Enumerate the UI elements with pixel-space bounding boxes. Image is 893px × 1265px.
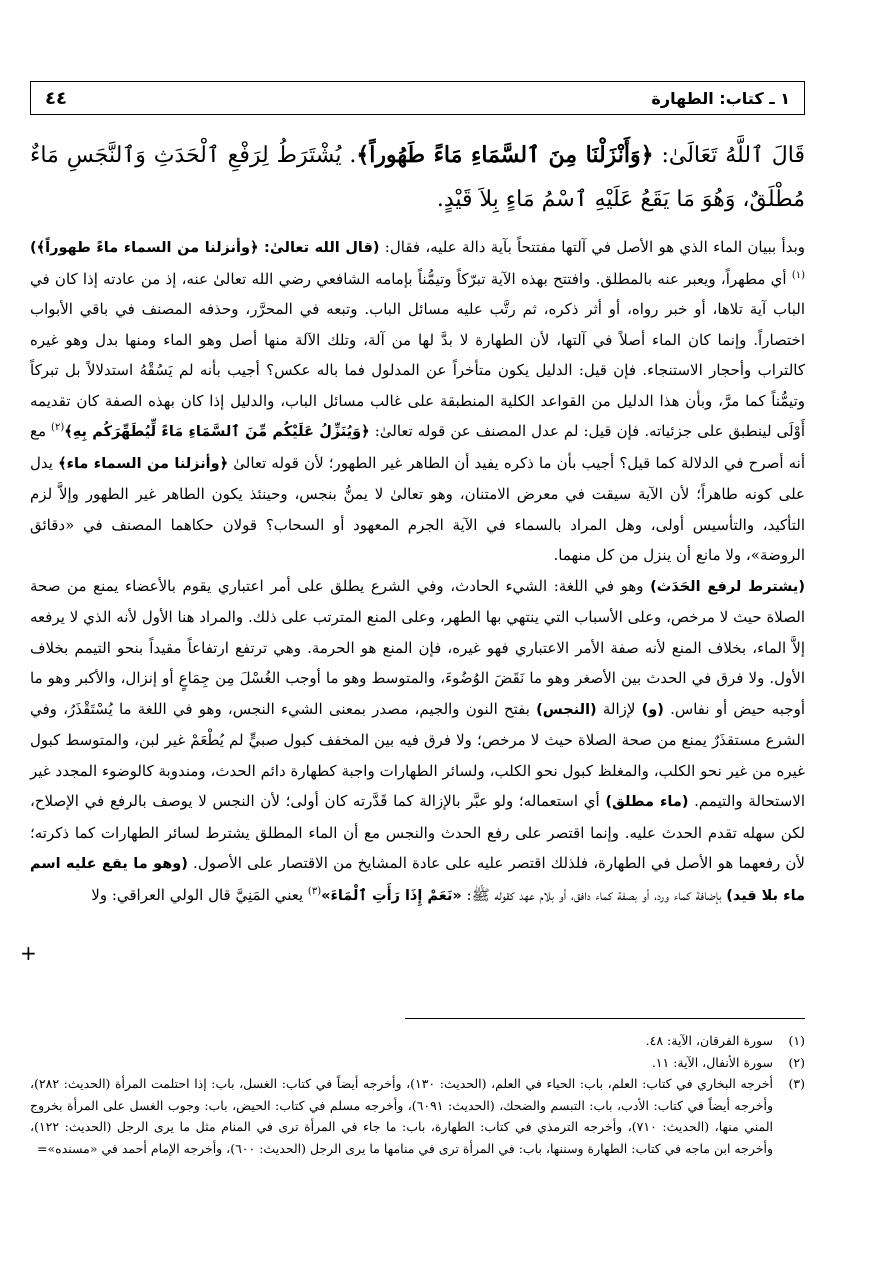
commentary-text: مع أنه أصرح في الدلالة كما قيل؟ أجيب بأن ما ذكره يفيد أن الطاهر غير الطهور؛ لأن قوله تعالىٰ bbox=[30, 422, 805, 472]
commentary-text: وهو في اللغة: الشيء الحادث، وفي الشرع يطلق على أمر اعتباري يقوم بالأعضاء يمنع من صحة الصلاة حيث لا مرخص، وعلى الأسباب التي ينتهي بها الطهر، وعلى المنع المترتب على ذلك. والمراد هنا الأول لأنه الذي لا يرفعه إلاَّ الماء، بخلاف المنع لأنه صفة الأمر الاعتباري فهو غيره، فإن المنع هو الحرمة. وهي ترتفع ارتفاعاً مقيداً بنحو التيمم بخلاف الأول. ولا فرق في الحدث بين الأصغر وهو ما نَقَضَ الوُضُوءَ، والمتوسط وهو ما أوجب الغُسْلَ مِن جِمَاعٍ أو إنزال، والأكبر وهو ما أوجبه حيض أو نفاس. bbox=[30, 576, 805, 718]
footnotes bbox=[30, 1030, 805, 1159]
commentary-text: يدل على كونه طاهراً؛ لأن الآية سيقت في معرض الامتنان، وهو تعالىٰ لا يمنُّ بنجس، وحينئذ يكون الطاهر غير الطهور وإلاَّ لزم التأكيد، والتأسيس أولى، وهل المراد بالسماء في الآية الجرم المعهود أو السحاب؟ قولان حكاهما المصنف في «دقائق الروضة»، ولا مانع أن ينزل من كل منهما. bbox=[30, 453, 805, 564]
commentary-text: أي مطهراً، ويعبر عنه بالمطلق. وافتتح بهذه الآية تبرّكاً وتيمُّناً بإمامه الشافعي رضي الله تعالىٰ عنه، إذ من عادته إذا كان في الباب آية تلاها، أو خبر رواه، أو أثر ذكره، ثم رتَّب عليه مسائل الباب. وتبعه في المحرَّر، وحذفه المصنف في باقي الأبواب اختصاراً. وإنما كان الماء أصلاً في آلتها، لأن الطهارة لا بدَّ لها من آلة، وتلك الآلة منها أصل وهو الماء ومنها بدل وهو غيره كالتراب وأحجار الاستنجاء. فإن قيل: الدليل يكون متأخراً عن المدلول فما باله عكس؟ أجيب بأنه لم يَسُقْهُ استدلالاً بل تبركاً وتيمُّناً كما مرَّ، وبأن هذا الدليل من القواعد الكلية المنطبقة على غالب مسائل الباب، والدليل إذا كان بهذه الصفة كان تقديمه أَوْلَى لينطبق على جزئياته. فإن قيل: لم عدل المصنف عن قوله تعالىٰ: bbox=[30, 269, 805, 440]
footnote-ref-3: (٣) bbox=[307, 885, 322, 897]
quoted-verse: ﴿وَيُنَزِّلُ عَلَيْكُم مِّنَ ٱلسَّمَاءِ مَاءً لِّيُطَهِّرَكُم بِهِ﴾ bbox=[64, 424, 370, 440]
footnote-text-body: أخرجه البخاري في كتاب: العلم، باب: الحياء في العلم، (الحديث: ١٣٠)، وأخرجه أيضاً في كتاب: الغسل، باب: إذا احتلمت المرأة (الحديث: ٢٨٢)، وأخرجه أيضاً في كتاب: الأدب، باب: التبسم والضحك، (الحديث: ٦٠٩١)، وأخرجه مسلم في كتاب: الحيض، باب: وجوب الغسل على المرأة بخروج المني منها، (الحديث: ٧١٠)، وأخرجه الترمذي في كتاب: الطهارة، باب: ما جاء في المرأة ترى في المنام مثل ما يرى الرجل (الحديث: ١٢٢)، وأخرجه ابن ماجه في كتاب: الطهارة وسننها، باب: في المرأة ترى في منامها ما يرى الرجل (الحديث: ٦٠٠)، وأخرجه الإمام أحمد في «مسنده» bbox=[30, 1076, 773, 1156]
footnote-separator bbox=[405, 1018, 805, 1019]
footnote-text: سورة الأنفال، الآية: ١١. bbox=[651, 1054, 773, 1070]
commentary-text: يعني المَنِيَّ قال الولي العراقي: ولا bbox=[91, 885, 308, 904]
footnote-ref-1: (١) bbox=[791, 269, 805, 281]
footnote-number: (١) bbox=[788, 1033, 805, 1048]
margin-mark: + bbox=[20, 941, 37, 965]
commentary-text: أي استعماله؛ ولو عبَّر بالإزالة كما قَدَّرته كان أولى؛ لأن النجس لا يوصف بالرفع في الإصلاح، لكن سهله تقدم الحدث عليه. وإنما اقتصر على رفع الحدث والنجس مع أن الماء المطلق يشترط لسائر الطهارات كما ذكرته؛ لأن رفعهما هو الأصل في الطهارة، فلذلك اقتصر عليه على عادة المشايخ من الاقتصار على الأصول. bbox=[30, 792, 805, 872]
hadith-quote: «نَعَمْ إِذَا رَأَتِ ٱلْمَاءَ» bbox=[321, 887, 462, 904]
page-number: ٤٤ bbox=[45, 87, 67, 109]
footnote-text: سورة الفرقان، الآية: ٤٨. bbox=[645, 1033, 773, 1048]
footnote-number: (٢) bbox=[788, 1054, 805, 1070]
continuation-mark: = bbox=[37, 1140, 48, 1156]
commentary-text: وبدأ ببيان الماء الذي هو الأصل في آلتها مفتتحاً بآية دالة عليه، فقال: bbox=[379, 238, 805, 256]
footnote-item bbox=[30, 1030, 805, 1052]
commentary-paragraph-2 bbox=[30, 571, 805, 912]
matn-verse: ﴿وَأَنْزَلْنَا مِنَ ٱلسَّمَاءِ مَاءً طَهُوراً﴾ bbox=[356, 142, 654, 168]
footnote-item bbox=[30, 1073, 805, 1159]
matn-quote: (يشترط لرفع الحَدَث) bbox=[650, 578, 805, 595]
commentary-paragraph-1 bbox=[30, 232, 805, 571]
chapter-title: ١ ـ كتاب: الطهارة bbox=[651, 88, 790, 108]
matn-quote: (و) bbox=[641, 701, 664, 718]
footnote-number: (٣) bbox=[788, 1076, 805, 1091]
commentary-text: لإزالة bbox=[596, 699, 642, 718]
commentary bbox=[30, 232, 805, 911]
page-header bbox=[30, 81, 805, 115]
commentary-text: بفتح النون والجيم، مصدر بمعنى الشيء النجس، وهو في اللغة ما يُسْتَقْذَرُ، وفي الشرع مستقذَرٌ يمنع من صحة الصلاة حيث لا مرخص؛ ولا فرق فيه بين المخفف كبول صبيٍّ لم يُطْعَمْ غير لبن، والمتوسط كبول غيره من غير نحو الكلب، والمغلظ كبول نحو الكلب، ولسائر الطهارات واجبة كطهارة دائم الحدث، ومندوبة كالوضوء المجدد غير الاستحالة والتيمم. bbox=[30, 699, 805, 810]
matn-rest: . يُشْتَرَطُ لِرَفْعِ ٱلْحَدَثِ وَٱلنَّجَسِ مَاءٌ مُطْلَقٌ، وَهُوَ مَا يَقَعُ عَلَيْهِ ٱسْمُ مَاءٍ بِلاَ قَيْدٍ. bbox=[30, 143, 805, 212]
footnote-text bbox=[30, 1073, 773, 1159]
quoted-verse: ﴿وأنزلنا من السماء ماء﴾ bbox=[58, 455, 229, 472]
matn-intro: قَالَ ٱللَّهُ تَعَالَىٰ: bbox=[653, 143, 806, 168]
commentary-text: بإضافة كماء ورد، أو بصفة كماء دافق، أو بلام عهد كقوله ﷺ: bbox=[461, 885, 727, 904]
matn-quote: (النجس) bbox=[536, 701, 597, 718]
matn-quote: (وهو ما يقع عليه اسم ماء بلا قيد) bbox=[30, 856, 805, 904]
matn-text bbox=[30, 133, 805, 222]
quoted-verse: (قال الله تعالىٰ: ﴿وأنزلنا من السماء ماءً طهوراً﴾) bbox=[30, 240, 380, 256]
footnote-ref-2: (٢) bbox=[51, 422, 65, 433]
footnote-item bbox=[30, 1052, 805, 1074]
matn-quote: (ماء مطلق) bbox=[605, 794, 689, 810]
